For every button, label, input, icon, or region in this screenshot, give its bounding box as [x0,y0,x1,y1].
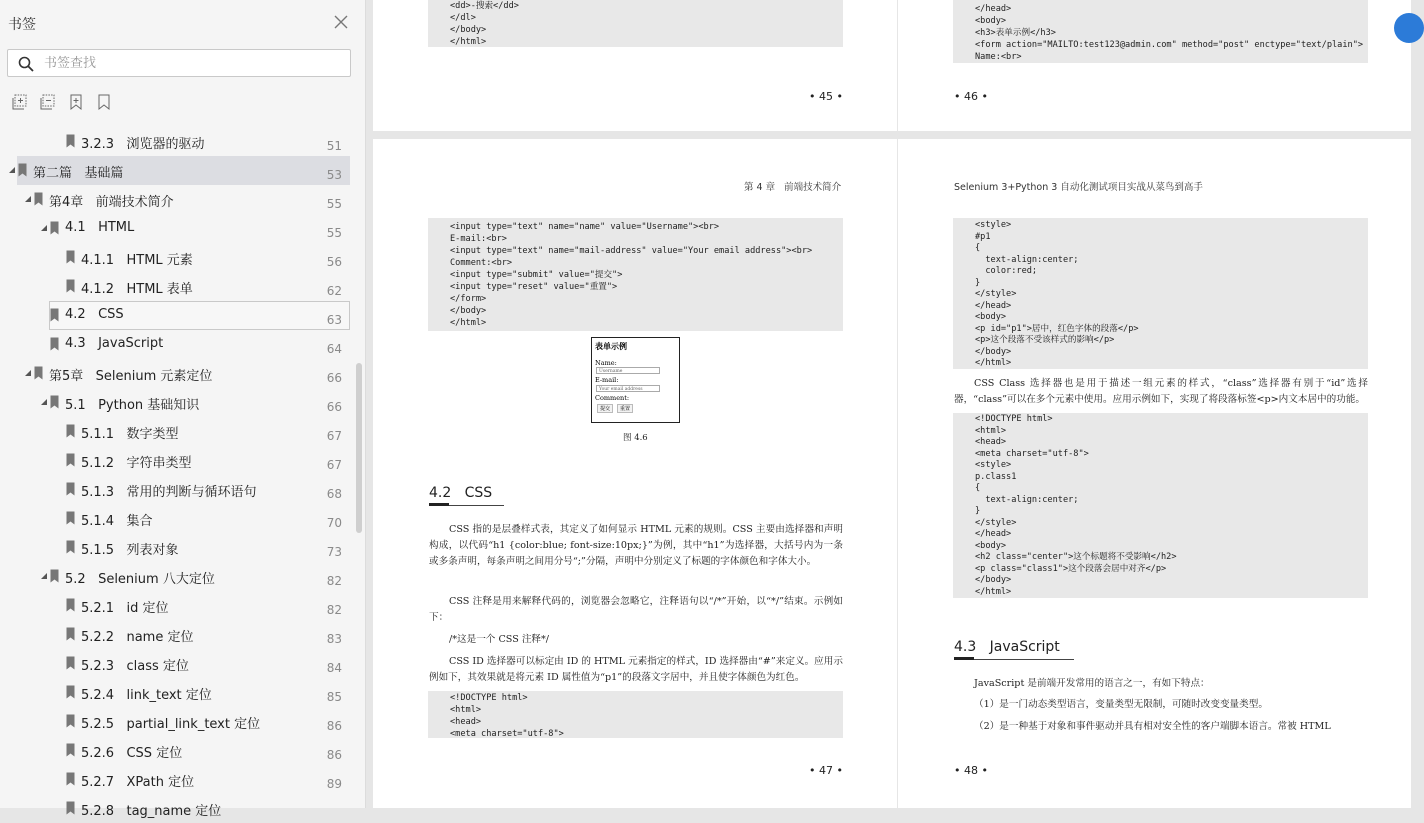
expand-triangle-icon[interactable] [8,166,16,174]
expand-triangle-icon[interactable] [40,224,48,232]
section-underline-mark [429,503,449,506]
running-header: Selenium 3+Python 3 自动化测试项目实战从菜鸟到高手 [954,182,1203,193]
bookmark-item[interactable] [0,504,358,533]
page-number: • 46 • [954,90,988,103]
body-paragraph: CSS ID 选择器可以标定由 ID 的 HTML 元素指定的样式，ID 选择器由“#”来定义。应用示例如下，其效果就是将元素 ID 属性值为“p1”的段落文字居中，并且使字体颜色为红色。 [429,656,843,683]
bookmark-label: 第5章 Selenium 元素定位 [49,369,213,384]
code-line: <input type="text" name="mail-address" value="Your email address"><br> [450,246,813,256]
bookmark-flag-icon [66,685,75,699]
code-line: </html> [450,37,487,47]
expand-triangle-icon[interactable] [24,369,32,377]
code-line: <body> [975,312,1007,322]
bookmark-flag-icon [66,656,75,670]
code-line: </head> [975,300,1012,311]
code-line: <input type="submit" value="提交"> [450,270,623,280]
add-bookmark-icon[interactable] [68,94,84,110]
bookmark-item[interactable] [0,185,358,214]
code-line: <p id="p1">居中，红色字体的段落</p> [975,323,1139,334]
section-underline-mark [954,657,974,660]
code-line: </style> [975,289,1017,299]
body-paragraph: （2）是一种基于对象和事件驱动并具有相对安全性的客户端脚本语言。常被 HTML [974,721,1331,732]
section-title: 4.2 CSS [429,485,493,501]
bookmark-page-number: 55 [326,197,342,211]
bookmark-flag-icon [66,250,75,264]
code-line: </body> [975,346,1012,357]
bookmark-page-number: 51 [326,139,342,153]
bookmark-label: 5.1 Python 基础知识 [65,398,200,413]
code-line: </html> [975,358,1012,368]
body-paragraph: CSS 指的是层叠样式表，其定义了如何显示 HTML 元素的规则。CSS 主要由选择器和声明构成，以代码“h1 {color:blue; font-size:10px;}”为例，其中“h1”为选择器，大括号内为一条或多条声明，每条声明之间用分号“;”分隔，声明中分别定义了标题的字体颜色和字体大小。 [429,524,843,567]
code-line: <style> [975,460,1012,470]
bookmark-label: 5.1.2 字符串类型 [81,456,192,471]
bookmark-page-number: 86 [326,719,342,733]
code-line: text-align:center; [975,494,1079,505]
code-line: { [975,243,981,253]
code-block [428,0,843,47]
code-line: <style> [975,220,1012,230]
bookmark-page-number: 86 [326,748,342,762]
code-line: <body> [975,16,1007,26]
bookmark-page-number: 82 [326,603,342,617]
bookmark-flag-icon [66,540,75,554]
bookmark-item[interactable] [0,127,358,156]
code-line: <meta charset="utf-8"> [450,729,564,739]
figure-title: 表单示例 [595,341,627,351]
bookmark-icon[interactable] [96,94,112,110]
bookmark-label: 3.2.3 浏览器的驱动 [81,137,205,152]
code-line: </dl> [450,13,476,23]
bookmark-flag-icon [66,743,75,757]
bookmark-search-box[interactable] [7,49,351,77]
bookmark-item[interactable] [0,562,358,591]
code-line: { [975,483,981,493]
bookmark-label: 第4章 前端技术简介 [49,195,174,210]
bookmark-flag-icon [66,511,75,525]
page-number: • 47 • [809,764,843,777]
bookmark-label: 5.2.8 tag_name 定位 [81,804,222,819]
figure-name-input: Username [596,367,660,374]
code-block [953,0,1368,63]
bookmark-page-number: 82 [326,574,342,588]
bookmark-label: 5.1.1 数字类型 [81,427,179,442]
bookmark-flag-icon [66,801,75,815]
bookmark-label: 4.2 CSS [65,307,124,322]
code-line: } [975,506,981,516]
bookmark-page-number: 62 [326,284,342,298]
body-paragraph: （1）是一门动态类型语言，变量类型无限制，可随时改变变量类型。 [974,699,1268,710]
bookmark-item[interactable] [49,301,350,330]
bookmark-label: 4.1 HTML [65,220,135,235]
code-line: <meta charset="utf-8"> [975,448,1089,459]
code-line: <p>这个段落不受该样式的影响</p> [975,335,1115,345]
form-example-figure [591,337,680,423]
code-comment-example: /*这是一个 CSS 注释*/ [449,634,550,645]
code-line: <h2 class="center">这个标题将不受影响</h2> [975,552,1177,562]
code-line: <head> [975,437,1007,447]
page-number: • 45 • [809,90,843,103]
collapse-all-icon[interactable] [40,94,56,110]
expand-triangle-icon[interactable] [24,195,32,203]
bookmark-label: 5.2 Selenium 八大定位 [65,572,215,587]
bookmark-item[interactable] [0,446,358,475]
code-line: </head> [975,4,1012,14]
bookmark-page-number: 73 [326,545,342,559]
figure-comment-label: Comment: [595,394,630,402]
bookmark-page-number: 85 [326,690,342,704]
bookmark-item[interactable] [0,678,358,707]
page-48 [898,139,1411,808]
search-icon [18,56,34,72]
bookmark-label: 5.1.4 集合 [81,514,153,529]
expand-triangle-icon[interactable] [40,398,48,406]
code-line: Name:<br> [975,52,1022,62]
search-input[interactable] [44,53,340,73]
bookmark-item[interactable] [0,243,358,272]
bookmark-item[interactable] [0,707,358,736]
panel-title: 书签 [8,17,36,33]
bookmark-page-number: 84 [326,661,342,675]
bookmark-label: 5.2.4 link_text 定位 [81,688,212,703]
bookmark-page-number: 64 [326,342,342,356]
bookmark-page-number: 89 [326,777,342,791]
bookmark-item[interactable] [0,649,358,678]
code-block [953,218,1368,369]
code-line: </html> [450,318,487,328]
expand-triangle-icon[interactable] [40,572,48,580]
figure-email-input: Your email address [596,385,660,392]
bookmark-page-number: 53 [326,168,342,182]
bookmark-flag-icon [34,192,43,206]
code-line: Comment:<br> [450,258,513,268]
bookmark-flag-icon [34,366,43,380]
code-line: <form action="MAILTO:test123@admin.com" method="post" enctype="text/plain"> [975,40,1364,50]
page-45 [373,0,897,131]
bookmark-page-number: 68 [326,487,342,501]
bookmark-item[interactable] [0,475,358,504]
bookmark-page-number: 63 [326,313,342,327]
figure-caption: 图 4.6 [623,433,648,443]
code-line: </head> [975,529,1012,539]
code-line: </form> [450,294,487,304]
bookmark-flag-icon [66,279,75,293]
bookmark-label: 4.3 JavaScript [65,336,164,351]
bookmark-label: 5.1.3 常用的判断与循环语句 [81,485,257,500]
figure-reset-button: 重置 [617,404,633,413]
bookmark-flag-icon [18,163,27,177]
bookmark-item[interactable] [0,591,358,620]
figure-submit-button: 提交 [597,404,613,413]
body-paragraph: CSS Class 选择器也是用于描述一组元素的样式，“class”选择器有别于“id”选择器，“class”可以在多个元素中使用。应用示例如下，实现了将段落标签<p>内文本居中的功能。 [954,378,1368,405]
bookmark-label: 5.1.5 列表对象 [81,543,179,558]
bookmark-page-number: 55 [326,226,342,240]
bookmark-page-number: 66 [326,400,342,414]
bookmark-label: 5.2.2 name 定位 [81,630,194,645]
running-header: 第 4 章 前端技术简介 [744,182,842,193]
code-line: <body> [975,540,1007,551]
page-number: • 48 • [954,764,988,777]
code-line: <h3>表单示例</h3> [975,28,1056,38]
bookmark-item[interactable] [0,620,358,649]
code-line: <input type="reset" value="重置"> [450,282,618,292]
code-line: #p1 [975,231,991,242]
bookmark-item[interactable] [0,533,358,562]
bookmark-item[interactable] [0,794,358,823]
figure-email-label: E-mail: [595,376,619,384]
bookmark-flag-icon [66,453,75,467]
bookmark-flag-icon [50,337,59,351]
bookmark-label: 4.1.2 HTML 表单 [81,282,193,297]
bookmark-page-number: 56 [326,255,342,269]
figure-name-label: Name: [595,359,617,367]
code-block [428,218,843,331]
code-line: <p class="class1">这个段落会居中对齐</p> [975,563,1167,574]
code-line: <input type="text" name="name" value="Username"><br> [450,222,720,232]
code-line: </body> [975,575,1012,585]
bookmark-page-number: 67 [326,429,342,443]
code-line: color:red; [975,266,1038,276]
scrollbar-thumb[interactable] [356,363,362,533]
bookmark-page-number: 66 [326,371,342,385]
bookmark-flag-icon [66,482,75,496]
code-line: <dd>-搜索</dd> [450,1,519,11]
code-line: <html> [450,705,482,715]
bookmark-label: 第二篇 基础篇 [33,166,124,181]
bookmark-item[interactable] [0,359,358,388]
code-block [953,413,1368,598]
bookmark-label: 4.1.1 HTML 元素 [81,253,193,268]
bookmark-item[interactable] [0,765,358,794]
code-line: E-mail:<br> [450,234,507,244]
bookmark-page-number: 67 [326,458,342,472]
code-line: } [975,277,981,288]
code-line: <!DOCTYPE html> [975,414,1053,424]
bookmark-item[interactable] [0,214,358,243]
bookmark-flag-icon [66,714,75,728]
bookmark-item[interactable] [0,736,358,765]
bookmark-flag-icon [50,308,59,322]
bookmark-item[interactable] [0,272,358,301]
bookmark-tree [0,127,358,823]
bookmark-flag-icon [66,134,75,148]
bookmark-flag-icon [66,627,75,641]
bookmark-item[interactable] [0,330,358,359]
code-line: <head> [450,717,482,727]
bookmark-flag-icon [66,598,75,612]
bookmark-item[interactable] [0,388,358,417]
bookmark-label: 5.2.1 id 定位 [81,601,169,616]
code-block [428,691,843,738]
code-line: p.class1 [975,471,1017,482]
bookmark-flag-icon [50,221,59,235]
bookmark-item[interactable] [17,156,350,185]
bookmark-flag-icon [50,395,59,409]
bookmark-label: 5.2.5 partial_link_text 定位 [81,717,261,732]
page-46 [898,0,1411,131]
code-line: </body> [450,25,487,35]
bookmark-flag-icon [50,569,59,583]
floating-assistant-button[interactable] [1394,13,1424,43]
section-title: 4.3 JavaScript [954,639,1060,655]
bookmark-label: 5.2.3 class 定位 [81,659,189,674]
bookmark-flag-icon [66,424,75,438]
code-line: </html> [975,586,1012,597]
expand-all-icon[interactable] [12,94,28,110]
code-line: <html> [975,425,1007,436]
close-icon[interactable] [333,14,349,30]
code-line: <!DOCTYPE html> [450,693,528,703]
bookmark-label: 5.2.7 XPath 定位 [81,775,195,790]
code-line: </style> [975,517,1017,528]
bookmark-label: 5.2.6 CSS 定位 [81,746,183,761]
bookmark-panel [0,0,366,819]
code-line: </body> [450,306,487,316]
bookmark-page-number: 70 [326,516,342,530]
bookmark-flag-icon [66,772,75,786]
code-line: text-align:center; [975,254,1079,265]
bookmark-page-number: 83 [326,632,342,646]
page-47 [373,139,897,808]
body-paragraph: JavaScript 是前端开发常用的语言之一，有如下特点： [974,678,1210,689]
body-paragraph: CSS 注释是用来解释代码的，浏览器会忽略它，注释语句以“/*”开始，以“*/”结束。示例如下： [429,596,843,623]
bookmark-item[interactable] [0,417,358,446]
